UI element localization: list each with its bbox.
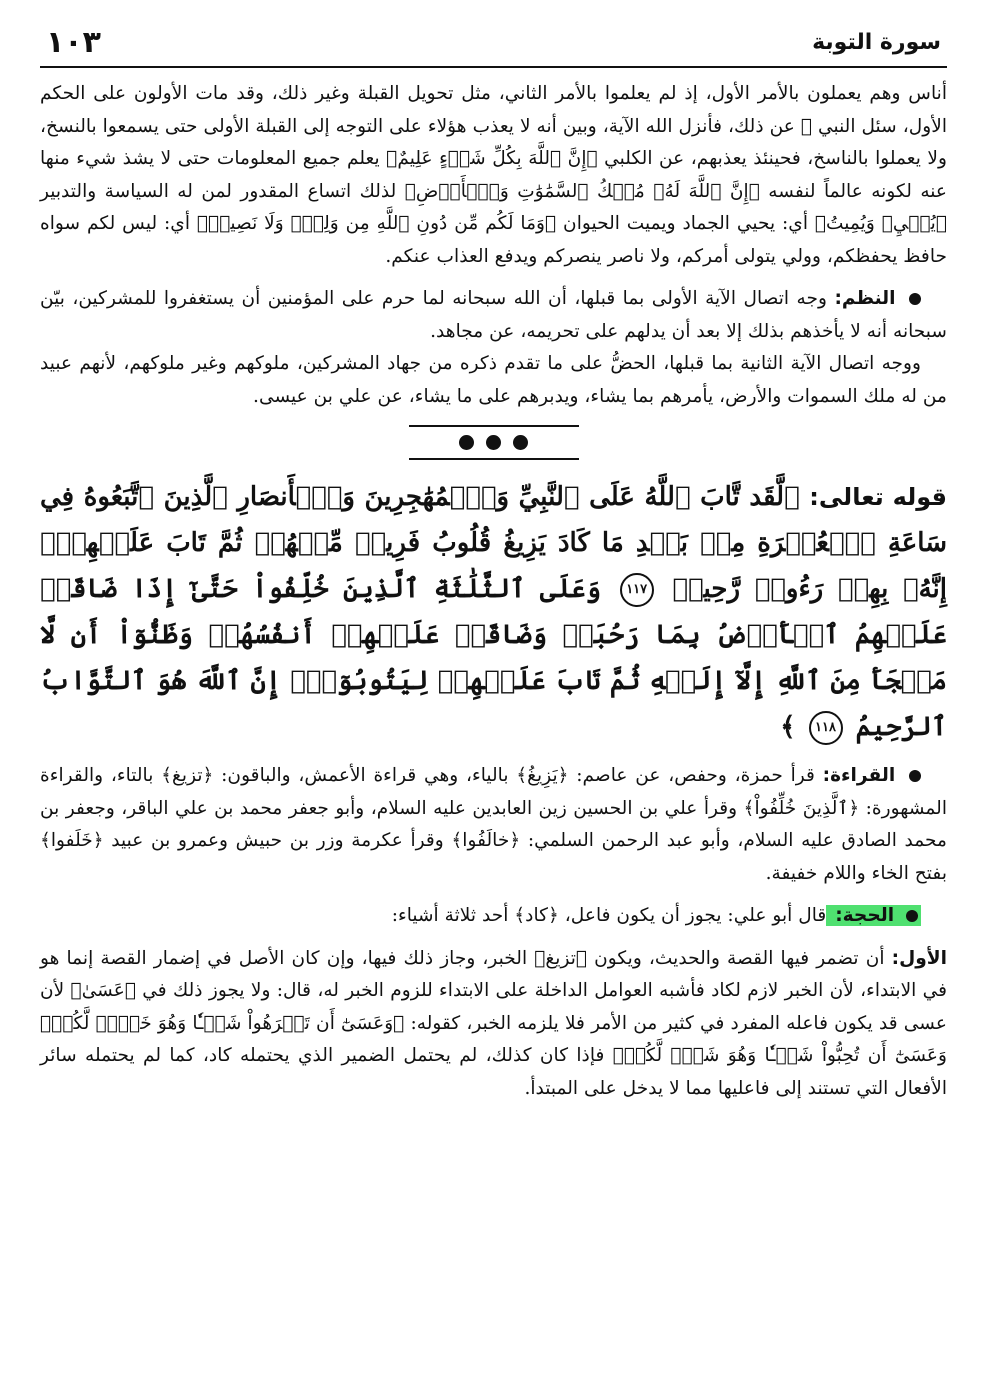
nazm-text-2: ووجه اتصال الآية الثانية بما قبلها، الحضُّ على ما تقدم ذكره من جهاد المشركين، ملوكهم وغير ملوكهم، لأنهم عبيد من له ملك السموات والأرض، يأمرهم بما يشاء، ويدبرهم على ما يشاء، عن علي بن عيسى.: [40, 353, 947, 407]
bullet-icon: [909, 293, 921, 305]
dot-icon: [486, 435, 501, 450]
ayah-number-badge: ١١٧: [620, 573, 654, 607]
bullet-icon: [906, 910, 918, 922]
bullet-icon: [909, 770, 921, 782]
separator-dots: [409, 427, 579, 458]
quran-verse-block: [40, 474, 947, 750]
verse-text-118: وَعَلَى ٱلثَّلَٰثَةِ ٱلَّذِينَ خُلِّفُواْ حَتَّىٰٓ إِذَا ضَاقَتۡ عَلَيۡهِمُ ٱلۡأَرۡضُ بِمَا رَحُبَتۡ وَضَاقَتۡ عَلَيۡهِمۡ أَنفُسُهُمۡ وَظَنُّوٓاْ أَن لَّا مَلۡجَأَ مِنَ ٱللَّهِ إِلَّآ إِلَيۡهِ ثُمَّ تَابَ عَلَيۡهِمۡ لِيَتُوبُوٓاْۚ إِنَّ ٱللَّهَ هُوَ ٱلتَّوَّابُ ٱلرَّحِيمُ: [40, 574, 947, 742]
verse-text-117: ﴿لَّقَد تَّابَ ٱللَّهُ عَلَى ٱلنَّبِيِّ وَٱلۡمُهَٰجِرِينَ وَٱلۡأَنصَارِ ٱلَّذِينَ ٱتَّبَعُوهُ فِي سَاعَةِ ٱلۡعُسۡرَةِ مِنۢ بَعۡدِ مَا كَادَ يَزِيغُ قُلُوبُ فَرِيقٖ مِّنۡهُمۡ ثُمَّ تَابَ عَلَيۡهِمۡۚ إِنَّهُۥ بِهِمۡ رَءُوفٞ رَّحِيمٞ: [40, 482, 947, 604]
separator-line-bottom: [409, 458, 579, 460]
page-number: ١٠٣: [46, 24, 101, 60]
ayah-number-badge: ١١٨: [809, 711, 843, 745]
surah-title: سورة التوبة: [812, 29, 941, 55]
qiraa-text: قرأ حمزة، وحفص، عن عاصم: ﴿يَزِيغُ﴾ بالياء، وهي قراءة الأعمش، والباقون: ﴿تزيغ﴾ بالتاء، والقراءة المشهورة: ﴿ٱلَّذِينَ خُلِّفُواْ﴾ وقرأ علي بن الحسين زين العابدين عليه السلام، وأبو جعفر محمد بن علي الباقر، وجعفر بن محمد الصادق عليه السلام، وأبو عبد الرحمن السلمي: ﴿خالَفُوا﴾ وقرأ عكرمة وزر بن حبيش وعمرو بن عبيد ﴿خَلَفوا﴾ بفتح الخاء واللام خفيفة.: [40, 765, 947, 884]
page: [40, 22, 947, 1373]
nazm-label: النظم:: [834, 288, 896, 309]
hujja-section: [40, 900, 947, 933]
first-text: أن تضمر فيها القصة والحديث، ويكون ﴿تزيغ﴾ الخبر، وجاز ذلك فيها، وإن كان الأصل في إضمار القصة إنما هو في الابتداء، لأن الخبر لازم لكاد فأشبه العوامل الداخلة على الابتداء للزوم الخبر له، قال: ولا يجوز ذلك في ﴿عَسَىٰ﴾ لأن عسى قد يكون فاعله المفرد في كثير من الأمر فلا يلزمه الخبر، كقوله: ﴿وَعَسَىٰٓ أَن تَكۡرَهُواْ شَيۡـٔٗا وَهُوَ خَيۡرٞ لَّكُمۡۖ وَعَسَىٰٓ أَن تُحِبُّواْ شَيۡـٔٗا وَهُوَ شَرّٞ لَّكُمۡ﴾ فإذا كان كذلك، لم يحتمل الضمير الذي يحتمله كاد، كما لم يحتمله سائر الأفعال التي تستند إلى فاعليها مما لا يدخل على المبتدأ.: [40, 947, 947, 1099]
hujja-label: الحجة:: [835, 905, 895, 926]
nazm-section: [40, 283, 947, 348]
commentary-paragraph: أناس وهم يعملون بالأمر الأول، إذ لم يعلموا بالأمر الثاني، مثل تحويل القبلة وغير ذلك، وقد مات الأولون على الحكم الأول، سئل النبي ﷺ عن ذلك، فأنزل الله الآية، وبين أنه لا يعذب هؤلاء على التوجه إلى القبلة الأولى حتى يسمعوا بالنسخ، ولا يعملوا بالناسخ، فحينئذ يعذبهم، عن الكلبي ﴿إِنَّ ٱللَّهَ بِكُلِّ شَيۡءٍ عَلِيمٌ﴾ يعلم جميع المعلومات حتى لا يشذ شيء منها عنه لكونه عالماً لنفسه ﴿إِنَّ ٱللَّهَ لَهُۥ مُلۡكُ ٱلسَّمَٰوَٰتِ وَٱلۡأَرۡضِ﴾ لذلك اتساع المقدور لمن له السياسة والتدبير ﴿يُحۡيِۦ وَيُمِيتُ﴾ أي: يحيي الجماد ويميت الحيوان ﴿وَمَا لَكُم مِّن دُونِ ٱللَّهِ مِن وَلِيّٖ وَلَا نَصِيرٖ﴾ أي: ليس لكم سواه حافظ يحفظكم، وولي يتولى أمركم، ولا ناصر ينصركم ويدفع العذاب عنكم.: [40, 83, 947, 267]
verse-label: قوله تعالى:: [809, 483, 947, 511]
qiraa-label: القراءة:: [822, 765, 896, 786]
first-label: الأول:: [891, 947, 947, 969]
page-header: [40, 22, 947, 68]
section-separator: [409, 425, 579, 460]
qiraa-section: [40, 760, 947, 890]
nazm-text-1: وجه اتصال الآية الأولى بما قبلها، أن الله سبحانه لما حرم على المؤمنين أن يستغفروا للمشركين، بيّن سبحانه أنه لا يأخذهم بذلك إلا بعد أن يدلهم على تحريمه، عن مجاهد.: [40, 288, 947, 342]
hujja-highlight: [826, 905, 921, 926]
dot-icon: [513, 435, 528, 450]
first-section: [40, 943, 947, 1106]
page-body: [40, 78, 947, 1105]
dot-icon: [459, 435, 474, 450]
hujja-text: قال أبو علي: يجوز أن يكون فاعل، ﴿كاد﴾ أحد ثلاثة أشياء:: [391, 905, 827, 926]
verse-close-bracket: ﴾: [780, 712, 796, 742]
